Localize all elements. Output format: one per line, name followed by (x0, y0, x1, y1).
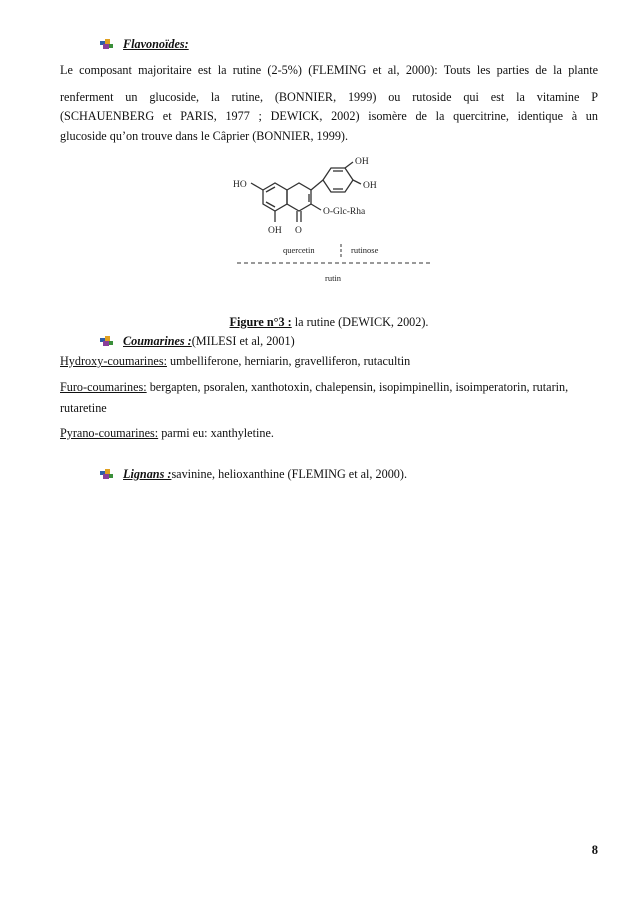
bullet-icon (99, 468, 115, 480)
flavonoides-line-3: (SCHAUENBERG et PARIS, 1977 ; DEWICK, 2002) isomère de la quercitrine, identique à un (60, 109, 598, 123)
pyrano-coumarines-line (60, 425, 598, 441)
coumarines-ref: (MILESI et al, 2001) (191, 334, 295, 348)
coumarines-heading: Coumarines : (123, 334, 192, 348)
page-number: 8 (591, 843, 598, 857)
furo-coumarines-cont: rutaretine (60, 401, 107, 415)
flavonoides-heading: Flavonoïdes: (123, 37, 189, 51)
quercetin-label: quercetin (283, 245, 315, 255)
flavonoides-line-2: renferment un glucoside, la rutine, (BONNIER, 1999) ou rutoside qui est la vitamine P (60, 90, 598, 104)
flavonoides-heading-row (99, 36, 189, 52)
oh-bottom-label: OH (268, 226, 282, 236)
oh-right-label: OH (363, 181, 377, 191)
pyrano-text: parmi eu: xanthyletine. (158, 426, 274, 440)
lignans-heading: Lignans : (123, 467, 172, 481)
hydroxy-coumarines-line (60, 353, 598, 369)
caption-bold: Figure n°3 : (229, 315, 292, 329)
rutinose-label: rutinose (351, 245, 379, 255)
rutin-structure-diagram (225, 150, 435, 300)
figure-caption (60, 314, 598, 330)
furo-coumarines-line (60, 379, 598, 395)
ho-label: HO (233, 180, 247, 190)
caption-rest: la rutine (DEWICK, 2002). (291, 315, 429, 329)
oh-top-label: OH (355, 157, 369, 167)
bullet-icon (99, 335, 115, 347)
hydroxy-label: Hydroxy-coumarines: (60, 354, 167, 368)
bullet-icon (99, 38, 115, 50)
furo-text: bergapten, psoralen, xanthotoxin, chalepensin, isopimpinellin, isoimperatorin, rutarin, (146, 380, 569, 394)
lignans-heading-row (99, 466, 407, 482)
flavonoides-line-1: Le composant majoritaire est la rutine (2-5%) (FLEMING et al, 2000): Touts les parties de la plante (60, 63, 598, 77)
lignans-text: savinine, helioxanthine (FLEMING et al, 2000). (171, 467, 408, 481)
hydroxy-text: umbelliferone, herniarin, gravelliferon, rutacultin (166, 354, 411, 368)
flavonoides-line-4: glucoside qu’on trouve dans le Câprier (BONNIER, 1999). (60, 129, 349, 143)
o-bottom-label: O (295, 226, 302, 236)
o-glc-rha-label: O-Glc-Rha (323, 207, 366, 217)
rutin-label: rutin (325, 273, 342, 283)
furo-label: Furo-coumarines: (60, 380, 147, 394)
pyrano-label: Pyrano-coumarines: (60, 426, 159, 440)
coumarines-heading-row (99, 333, 295, 349)
